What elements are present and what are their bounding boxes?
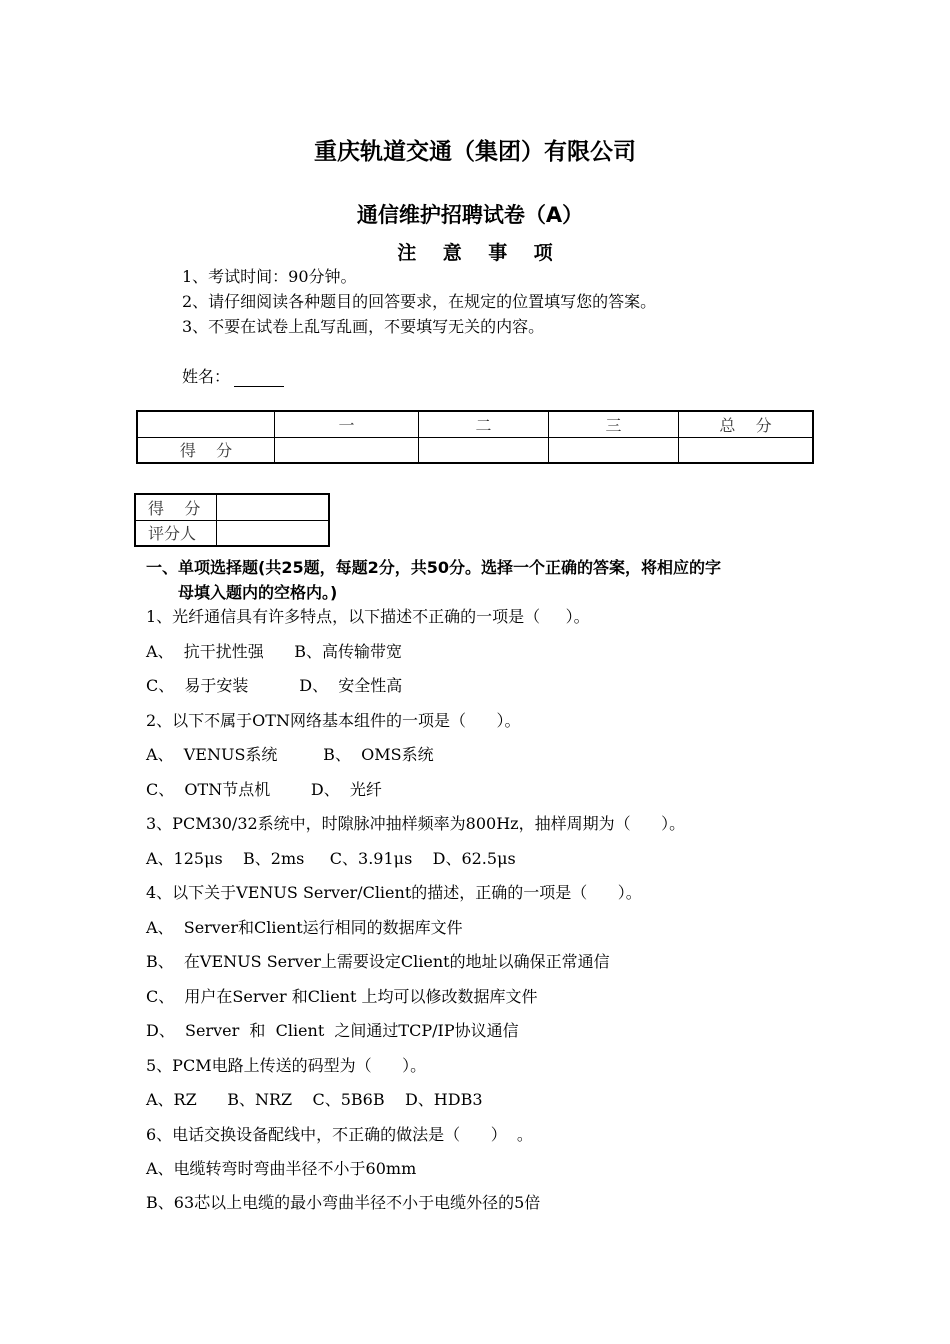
score-cell-2[interactable] bbox=[419, 437, 549, 463]
notice-title: 注 意 事 项 bbox=[397, 242, 553, 264]
name-label: 姓名： bbox=[182, 367, 231, 386]
option-line: B、63芯以上电缆的最小弯曲半径不小于电缆外径的5倍 bbox=[146, 1193, 541, 1212]
option-line: A、RZ B、NRZ C、5B6B D、HDB3 bbox=[146, 1090, 483, 1109]
grader-name-label: 评分人 bbox=[135, 520, 217, 546]
grader-table bbox=[134, 493, 330, 547]
question-line: 2、以下不属于OTN网络基本组件的一项是（ ）。 bbox=[146, 711, 521, 730]
score-header-1: 一 bbox=[275, 411, 419, 437]
notice-3: 3、不要在试卷上乱写乱画，不要填写无关的内容。 bbox=[182, 317, 545, 336]
option-line: D、 Server 和 Client 之间通过TCP/IP协议通信 bbox=[146, 1021, 519, 1040]
option-line: B、 在VENUS Server上需要设定Client的地址以确保正常通信 bbox=[146, 952, 610, 971]
option-line: A、125μs B、2ms C、3.91μs D、62.5μs bbox=[146, 849, 516, 868]
score-cell-3[interactable] bbox=[549, 437, 679, 463]
score-header-blank bbox=[137, 411, 275, 437]
score-row-label: 得 分 bbox=[137, 437, 275, 463]
notice-1: 1、考试时间：90分钟。 bbox=[182, 267, 357, 286]
option-line: A、 抗干扰性强 B、高传输带宽 bbox=[146, 642, 403, 661]
question-line: 4、以下关于VENUS Server/Client的描述，正确的一项是（ ）。 bbox=[146, 883, 642, 902]
score-cell-1[interactable] bbox=[275, 437, 419, 463]
grader-score-label: 得 分 bbox=[135, 494, 217, 520]
company-title: 重庆轨道交通（集团）有限公司 bbox=[314, 139, 636, 165]
score-table bbox=[136, 410, 814, 464]
question-line: 6、电话交换设备配线中，不正确的做法是（ ） 。 bbox=[146, 1125, 533, 1144]
score-cell-total[interactable] bbox=[679, 437, 814, 463]
exam-title: 通信维护招聘试卷（A） bbox=[356, 203, 584, 227]
option-line: A、 VENUS系统 B、 OMS系统 bbox=[146, 745, 434, 764]
option-line: C、 OTN节点机 D、 光纤 bbox=[146, 780, 382, 799]
section1-title-line1: 一、单项选择题(共25题，每题2分，共50分。选择一个正确的答案，将相应的字 bbox=[146, 558, 721, 577]
notice-2: 2、请仔细阅读各种题目的回答要求，在规定的位置填写您的答案。 bbox=[182, 292, 657, 311]
question-line: 1、光纤通信具有许多特点，以下描述不正确的一项是（ ）。 bbox=[146, 607, 590, 626]
option-line: C、 用户在Server 和Client 上均可以修改数据库文件 bbox=[146, 987, 538, 1006]
option-line: A、电缆转弯时弯曲半径不小于60mm bbox=[146, 1159, 417, 1178]
question-line: 5、PCM电路上传送的码型为（ ）。 bbox=[146, 1056, 427, 1075]
section1-title-line2: 母填入题内的空格内。) bbox=[178, 583, 338, 602]
name-field bbox=[182, 364, 284, 387]
score-header-3: 三 bbox=[549, 411, 679, 437]
score-header-2: 二 bbox=[419, 411, 549, 437]
option-line: A、 Server和Client运行相同的数据库文件 bbox=[146, 918, 463, 937]
grader-score-cell[interactable] bbox=[217, 494, 330, 520]
option-line: C、 易于安装 D、 安全性高 bbox=[146, 676, 403, 695]
score-header-total: 总 分 bbox=[679, 411, 814, 437]
name-blank[interactable] bbox=[234, 370, 284, 387]
question-line: 3、PCM30/32系统中，时隙脉冲抽样频率为800Hz，抽样周期为（ ）。 bbox=[146, 814, 686, 833]
grader-name-cell[interactable] bbox=[217, 520, 330, 546]
